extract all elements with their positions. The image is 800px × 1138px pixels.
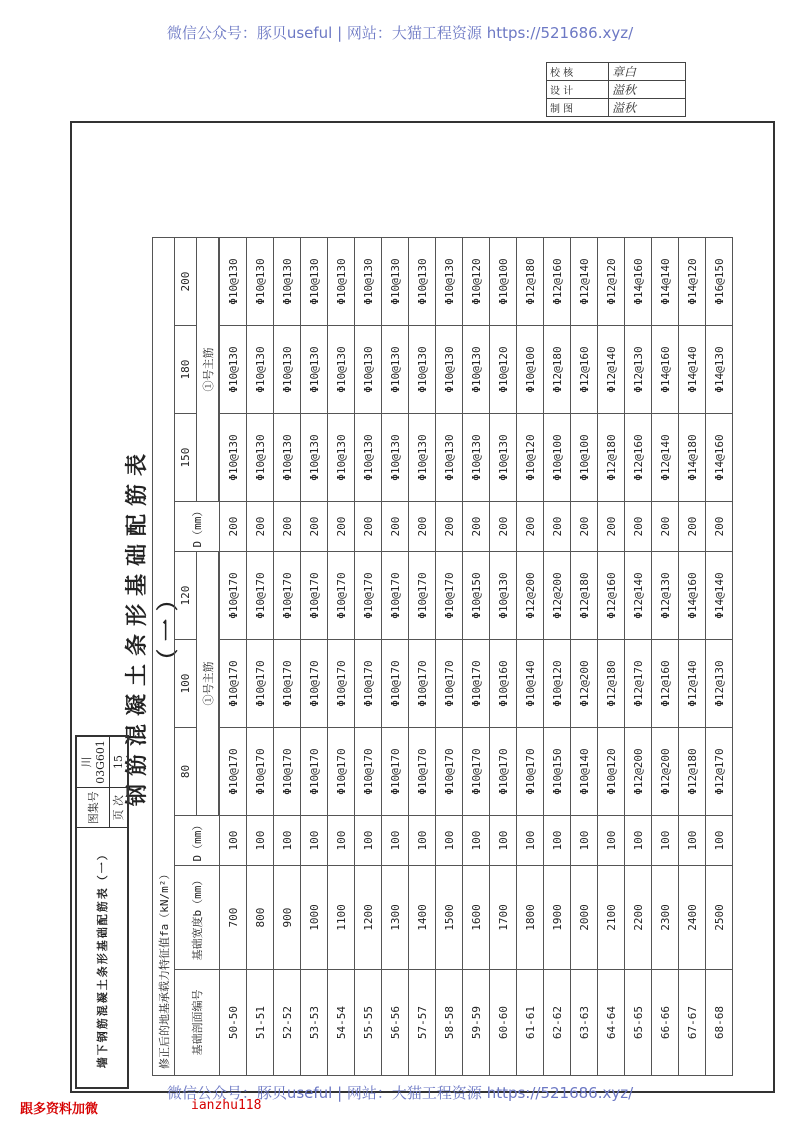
table-row xyxy=(409,238,436,1076)
table-cell-r200: Φ12@140 xyxy=(571,238,598,326)
table-cell-r80: Φ10@170 xyxy=(382,728,409,816)
table-cell-d2: 200 xyxy=(409,502,436,552)
table-cell-sec: 56-56 xyxy=(382,970,409,1076)
table-cell-r80: Φ10@170 xyxy=(328,728,355,816)
table-cell-r200: Φ10@120 xyxy=(463,238,490,326)
table-cell-d1: 100 xyxy=(679,816,706,866)
table-cell-d2: 200 xyxy=(436,502,463,552)
table-cell-r150: Φ10@120 xyxy=(517,414,544,502)
header-main-bar-2: ①号主筋 xyxy=(197,238,219,502)
table-row xyxy=(625,238,652,1076)
table-cell-r180: Φ10@130 xyxy=(355,326,382,414)
table-cell-r100: Φ10@140 xyxy=(517,640,544,728)
page-title: 钢筋混凝土条形基础配筋表（一） xyxy=(124,446,181,807)
table-cell-sec: 50-50 xyxy=(220,970,247,1076)
table-row xyxy=(382,238,409,1076)
table-cell-sec: 64-64 xyxy=(598,970,625,1076)
header-fa-120: 120 xyxy=(175,552,197,640)
table-cell-r200: Φ12@160 xyxy=(544,238,571,326)
table-cell-d1: 100 xyxy=(625,816,652,866)
table-cell-r120: Φ10@170 xyxy=(274,552,301,640)
table-cell-r200: Φ14@120 xyxy=(679,238,706,326)
table-cell-r80: Φ12@170 xyxy=(706,728,733,816)
table-row xyxy=(220,238,247,1076)
table-cell-r120: Φ10@170 xyxy=(409,552,436,640)
table-row xyxy=(301,238,328,1076)
header-main-bar-1: ①号主筋 xyxy=(197,552,219,816)
table-cell-d2: 200 xyxy=(301,502,328,552)
table-cell-r120: Φ10@130 xyxy=(490,552,517,640)
table-cell-r150: Φ10@130 xyxy=(247,414,274,502)
table-row xyxy=(490,238,517,1076)
table-cell-sec: 58-58 xyxy=(436,970,463,1076)
table-cell-d1: 100 xyxy=(247,816,274,866)
table-cell-b: 2200 xyxy=(625,866,652,970)
approval-label: 校 核 xyxy=(547,63,609,81)
table-cell-r200: Φ10@130 xyxy=(328,238,355,326)
table-cell-r120: Φ12@180 xyxy=(571,552,598,640)
table-cell-d1: 100 xyxy=(220,816,247,866)
table-row xyxy=(247,238,274,1076)
header-fa-100: 100 xyxy=(175,640,197,728)
header-fa-180: 180 xyxy=(175,326,197,414)
table-cell-r200: Φ10@130 xyxy=(301,238,328,326)
table-cell-r100: Φ12@180 xyxy=(598,640,625,728)
table-cell-r180: Φ14@160 xyxy=(652,326,679,414)
table-cell-r180: Φ10@100 xyxy=(517,326,544,414)
table-cell-b: 2300 xyxy=(652,866,679,970)
table-cell-d2: 200 xyxy=(382,502,409,552)
table-cell-r180: Φ10@130 xyxy=(220,326,247,414)
table-cell-sec: 55-55 xyxy=(355,970,382,1076)
table-cell-r80: Φ12@200 xyxy=(625,728,652,816)
table-row xyxy=(706,238,733,1076)
table-cell-r180: Φ10@130 xyxy=(328,326,355,414)
table-cell-r120: Φ14@140 xyxy=(706,552,733,640)
table-cell-d2: 200 xyxy=(652,502,679,552)
table-cell-r120: Φ10@170 xyxy=(247,552,274,640)
table-cell-b: 800 xyxy=(247,866,274,970)
table-cell-r150: Φ10@100 xyxy=(571,414,598,502)
table-cell-r180: Φ10@130 xyxy=(274,326,301,414)
table-cell-sec: 52-52 xyxy=(274,970,301,1076)
table-cell-b: 1100 xyxy=(328,866,355,970)
table-cell-r100: Φ12@130 xyxy=(706,640,733,728)
table-cell-sec: 62-62 xyxy=(544,970,571,1076)
header-fa: 修正后的地基承载力特征值fa（kN/m²） xyxy=(153,238,175,1076)
header-d1: D（mm） xyxy=(175,816,220,866)
page-label: 页 次 xyxy=(109,787,127,828)
approval-block xyxy=(546,62,686,116)
table-cell-d2: 200 xyxy=(355,502,382,552)
table-cell-r120: Φ14@160 xyxy=(679,552,706,640)
table-cell-b: 2400 xyxy=(679,866,706,970)
table-cell-r180: Φ10@130 xyxy=(247,326,274,414)
table-cell-r80: Φ10@150 xyxy=(544,728,571,816)
table-cell-r120: Φ12@200 xyxy=(544,552,571,640)
table-cell-d1: 100 xyxy=(598,816,625,866)
table-cell-r180: Φ10@130 xyxy=(301,326,328,414)
table-cell-r120: Φ10@170 xyxy=(220,552,247,640)
header-fa-80: 80 xyxy=(175,728,197,816)
table-cell-r80: Φ12@180 xyxy=(679,728,706,816)
table-cell-r120: Φ12@200 xyxy=(517,552,544,640)
table-cell-sec: 59-59 xyxy=(463,970,490,1076)
table-cell-r100: Φ12@170 xyxy=(625,640,652,728)
table-cell-sec: 65-65 xyxy=(625,970,652,1076)
table-cell-r80: Φ10@170 xyxy=(517,728,544,816)
table-cell-r100: Φ10@120 xyxy=(544,640,571,728)
table-cell-b: 1400 xyxy=(409,866,436,970)
table-cell-b: 1600 xyxy=(463,866,490,970)
table-cell-r100: Φ12@200 xyxy=(571,640,598,728)
table-cell-r180: Φ10@130 xyxy=(463,326,490,414)
table-row xyxy=(274,238,301,1076)
table-cell-r200: Φ10@130 xyxy=(220,238,247,326)
table-cell-r180: Φ12@160 xyxy=(571,326,598,414)
table-cell-sec: 68-68 xyxy=(706,970,733,1076)
table-cell-sec: 63-63 xyxy=(571,970,598,1076)
table-cell-r100: Φ10@170 xyxy=(274,640,301,728)
table-cell-r80: Φ12@200 xyxy=(652,728,679,816)
table-cell-r150: Φ12@140 xyxy=(652,414,679,502)
table-cell-d1: 100 xyxy=(301,816,328,866)
table-row xyxy=(544,238,571,1076)
table-cell-d2: 200 xyxy=(328,502,355,552)
table-cell-r100: Φ10@170 xyxy=(436,640,463,728)
page-value: 15 xyxy=(109,737,127,788)
table-cell-b: 1300 xyxy=(382,866,409,970)
table-row xyxy=(328,238,355,1076)
table-cell-r100: Φ10@170 xyxy=(328,640,355,728)
table-cell-d1: 100 xyxy=(436,816,463,866)
table-row xyxy=(652,238,679,1076)
reinforcement-table xyxy=(152,237,733,1076)
table-cell-sec: 51-51 xyxy=(247,970,274,1076)
table-row xyxy=(355,238,382,1076)
rotated-sheet xyxy=(120,126,726,1076)
table-cell-d2: 200 xyxy=(544,502,571,552)
header-fa-200: 200 xyxy=(175,238,197,326)
table-cell-r200: Φ12@120 xyxy=(598,238,625,326)
table-cell-r200: Φ10@130 xyxy=(355,238,382,326)
table-cell-r100: Φ10@170 xyxy=(382,640,409,728)
table-cell-r200: Φ10@130 xyxy=(274,238,301,326)
table-row xyxy=(571,238,598,1076)
footer-note: 跟多资料加微 xyxy=(20,1102,99,1117)
table-cell-d1: 100 xyxy=(409,816,436,866)
table-cell-r150: Φ10@130 xyxy=(220,414,247,502)
table-cell-r180: Φ14@130 xyxy=(706,326,733,414)
table-row xyxy=(598,238,625,1076)
table-cell-b: 1200 xyxy=(355,866,382,970)
table-cell-r180: Φ10@120 xyxy=(490,326,517,414)
table-cell-d1: 100 xyxy=(382,816,409,866)
table-cell-d2: 200 xyxy=(274,502,301,552)
approval-label: 设 计 xyxy=(547,81,609,99)
table-cell-r80: Φ10@170 xyxy=(463,728,490,816)
table-cell-r150: Φ14@160 xyxy=(706,414,733,502)
table-cell-r150: Φ10@130 xyxy=(436,414,463,502)
table-cell-d2: 200 xyxy=(247,502,274,552)
table-cell-d1: 100 xyxy=(517,816,544,866)
table-row xyxy=(463,238,490,1076)
table-cell-r180: Φ10@130 xyxy=(436,326,463,414)
table-cell-r150: Φ10@130 xyxy=(490,414,517,502)
table-cell-r80: Φ10@170 xyxy=(247,728,274,816)
table-cell-d1: 100 xyxy=(490,816,517,866)
table-cell-d1: 100 xyxy=(571,816,598,866)
table-cell-r150: Φ10@130 xyxy=(382,414,409,502)
table-cell-r80: Φ10@170 xyxy=(436,728,463,816)
table-cell-r180: Φ12@180 xyxy=(544,326,571,414)
table-cell-r120: Φ10@170 xyxy=(355,552,382,640)
table-cell-sec: 53-53 xyxy=(301,970,328,1076)
table-cell-r120: Φ10@150 xyxy=(463,552,490,640)
table-cell-d1: 100 xyxy=(274,816,301,866)
table-cell-b: 900 xyxy=(274,866,301,970)
table-cell-r200: Φ10@130 xyxy=(436,238,463,326)
table-cell-d1: 100 xyxy=(706,816,733,866)
table-cell-r100: Φ10@170 xyxy=(220,640,247,728)
watermark-bottom: 微信公众号：豚贝useful | 网站：大猫工程资源 https://521686.xyz/ xyxy=(166,1084,634,1102)
table-cell-r150: Φ10@100 xyxy=(544,414,571,502)
table-cell-r100: Φ10@170 xyxy=(301,640,328,728)
table-cell-r120: Φ10@170 xyxy=(301,552,328,640)
watermark-top: 微信公众号：豚贝useful | 网站：大猫工程资源 https://521686.xyz/ xyxy=(166,24,634,42)
table-cell-b: 700 xyxy=(220,866,247,970)
table-cell-d2: 200 xyxy=(220,502,247,552)
table-cell-r150: Φ14@180 xyxy=(679,414,706,502)
table-cell-d2: 200 xyxy=(463,502,490,552)
table-cell-d2: 200 xyxy=(571,502,598,552)
table-cell-r200: Φ10@130 xyxy=(409,238,436,326)
table-cell-sec: 61-61 xyxy=(517,970,544,1076)
table-cell-r150: Φ10@130 xyxy=(463,414,490,502)
table-cell-r200: Φ16@150 xyxy=(706,238,733,326)
table-cell-d1: 100 xyxy=(544,816,571,866)
title-block xyxy=(75,735,129,1089)
table-cell-d2: 200 xyxy=(706,502,733,552)
table-cell-r80: Φ10@140 xyxy=(571,728,598,816)
table-cell-b: 1500 xyxy=(436,866,463,970)
table-cell-r80: Φ10@170 xyxy=(220,728,247,816)
table-cell-r180: Φ14@140 xyxy=(679,326,706,414)
table-cell-r100: Φ10@170 xyxy=(409,640,436,728)
table-cell-r180: Φ12@130 xyxy=(625,326,652,414)
table-cell-r150: Φ10@130 xyxy=(409,414,436,502)
table-cell-r120: Φ12@140 xyxy=(625,552,652,640)
table-cell-d2: 200 xyxy=(490,502,517,552)
table-cell-r150: Φ10@130 xyxy=(274,414,301,502)
table-cell-r200: Φ10@130 xyxy=(247,238,274,326)
table-cell-r180: Φ10@130 xyxy=(382,326,409,414)
atlas-label: 图集号 xyxy=(77,787,110,828)
table-cell-r200: Φ10@100 xyxy=(490,238,517,326)
table-cell-sec: 57-57 xyxy=(409,970,436,1076)
table-cell-sec: 67-67 xyxy=(679,970,706,1076)
table-cell-b: 1000 xyxy=(301,866,328,970)
table-cell-r150: Φ12@180 xyxy=(598,414,625,502)
table-cell-d2: 200 xyxy=(679,502,706,552)
table-cell-r120: Φ10@170 xyxy=(382,552,409,640)
header-section: 基础剖面编号 xyxy=(175,970,220,1076)
table-cell-b: 1800 xyxy=(517,866,544,970)
table-cell-r150: Φ12@160 xyxy=(625,414,652,502)
header-fa-150: 150 xyxy=(175,414,197,502)
table-cell-r80: Φ10@170 xyxy=(274,728,301,816)
table-cell-d1: 100 xyxy=(355,816,382,866)
table-cell-r120: Φ10@170 xyxy=(328,552,355,640)
table-cell-r200: Φ14@140 xyxy=(652,238,679,326)
approval-label: 制 图 xyxy=(547,99,609,117)
table-cell-r100: Φ12@140 xyxy=(679,640,706,728)
table-cell-b: 2500 xyxy=(706,866,733,970)
table-cell-r200: Φ14@160 xyxy=(625,238,652,326)
approval-signature: 溢秋 xyxy=(609,99,686,117)
table-cell-r180: Φ12@140 xyxy=(598,326,625,414)
table-cell-r150: Φ10@130 xyxy=(301,414,328,502)
table-cell-r120: Φ12@160 xyxy=(598,552,625,640)
table-cell-r80: Φ10@170 xyxy=(355,728,382,816)
table-cell-sec: 54-54 xyxy=(328,970,355,1076)
header-d2: D（mm） xyxy=(175,502,220,552)
table-cell-r80: Φ10@120 xyxy=(598,728,625,816)
footer-contact: ianzhu118 xyxy=(191,1098,262,1113)
table-cell-sec: 60-60 xyxy=(490,970,517,1076)
table-cell-d2: 200 xyxy=(625,502,652,552)
table-cell-r80: Φ10@170 xyxy=(409,728,436,816)
table-cell-r100: Φ10@160 xyxy=(490,640,517,728)
table-cell-d1: 100 xyxy=(328,816,355,866)
table-cell-r80: Φ10@170 xyxy=(490,728,517,816)
table-cell-r200: Φ12@180 xyxy=(517,238,544,326)
table-cell-b: 1900 xyxy=(544,866,571,970)
table-cell-d1: 100 xyxy=(652,816,679,866)
atlas-value: 川03G601 xyxy=(77,737,110,788)
table-cell-r100: Φ12@160 xyxy=(652,640,679,728)
table-cell-r80: Φ10@170 xyxy=(301,728,328,816)
table-cell-sec: 66-66 xyxy=(652,970,679,1076)
table-cell-r120: Φ10@170 xyxy=(436,552,463,640)
table-cell-d1: 100 xyxy=(463,816,490,866)
table-cell-b: 2100 xyxy=(598,866,625,970)
approval-signature: 章白 xyxy=(609,63,686,81)
table-cell-d2: 200 xyxy=(598,502,625,552)
table-cell-r150: Φ10@130 xyxy=(328,414,355,502)
table-cell-r200: Φ10@130 xyxy=(382,238,409,326)
drawing-name: 墙下钢筋混凝土条形基础配筋表（一） xyxy=(77,828,128,1088)
table-row xyxy=(436,238,463,1076)
table-row xyxy=(679,238,706,1076)
table-cell-b: 2000 xyxy=(571,866,598,970)
header-width: 基础宽度b（mm） xyxy=(175,866,220,970)
table-cell-b: 1700 xyxy=(490,866,517,970)
table-cell-d2: 200 xyxy=(517,502,544,552)
table-cell-r150: Φ10@130 xyxy=(355,414,382,502)
table-cell-r120: Φ12@130 xyxy=(652,552,679,640)
table-cell-r100: Φ10@170 xyxy=(247,640,274,728)
approval-signature: 溢秋 xyxy=(609,81,686,99)
table-cell-r100: Φ10@170 xyxy=(463,640,490,728)
table-cell-r180: Φ10@130 xyxy=(409,326,436,414)
table-cell-r100: Φ10@170 xyxy=(355,640,382,728)
table-row xyxy=(517,238,544,1076)
